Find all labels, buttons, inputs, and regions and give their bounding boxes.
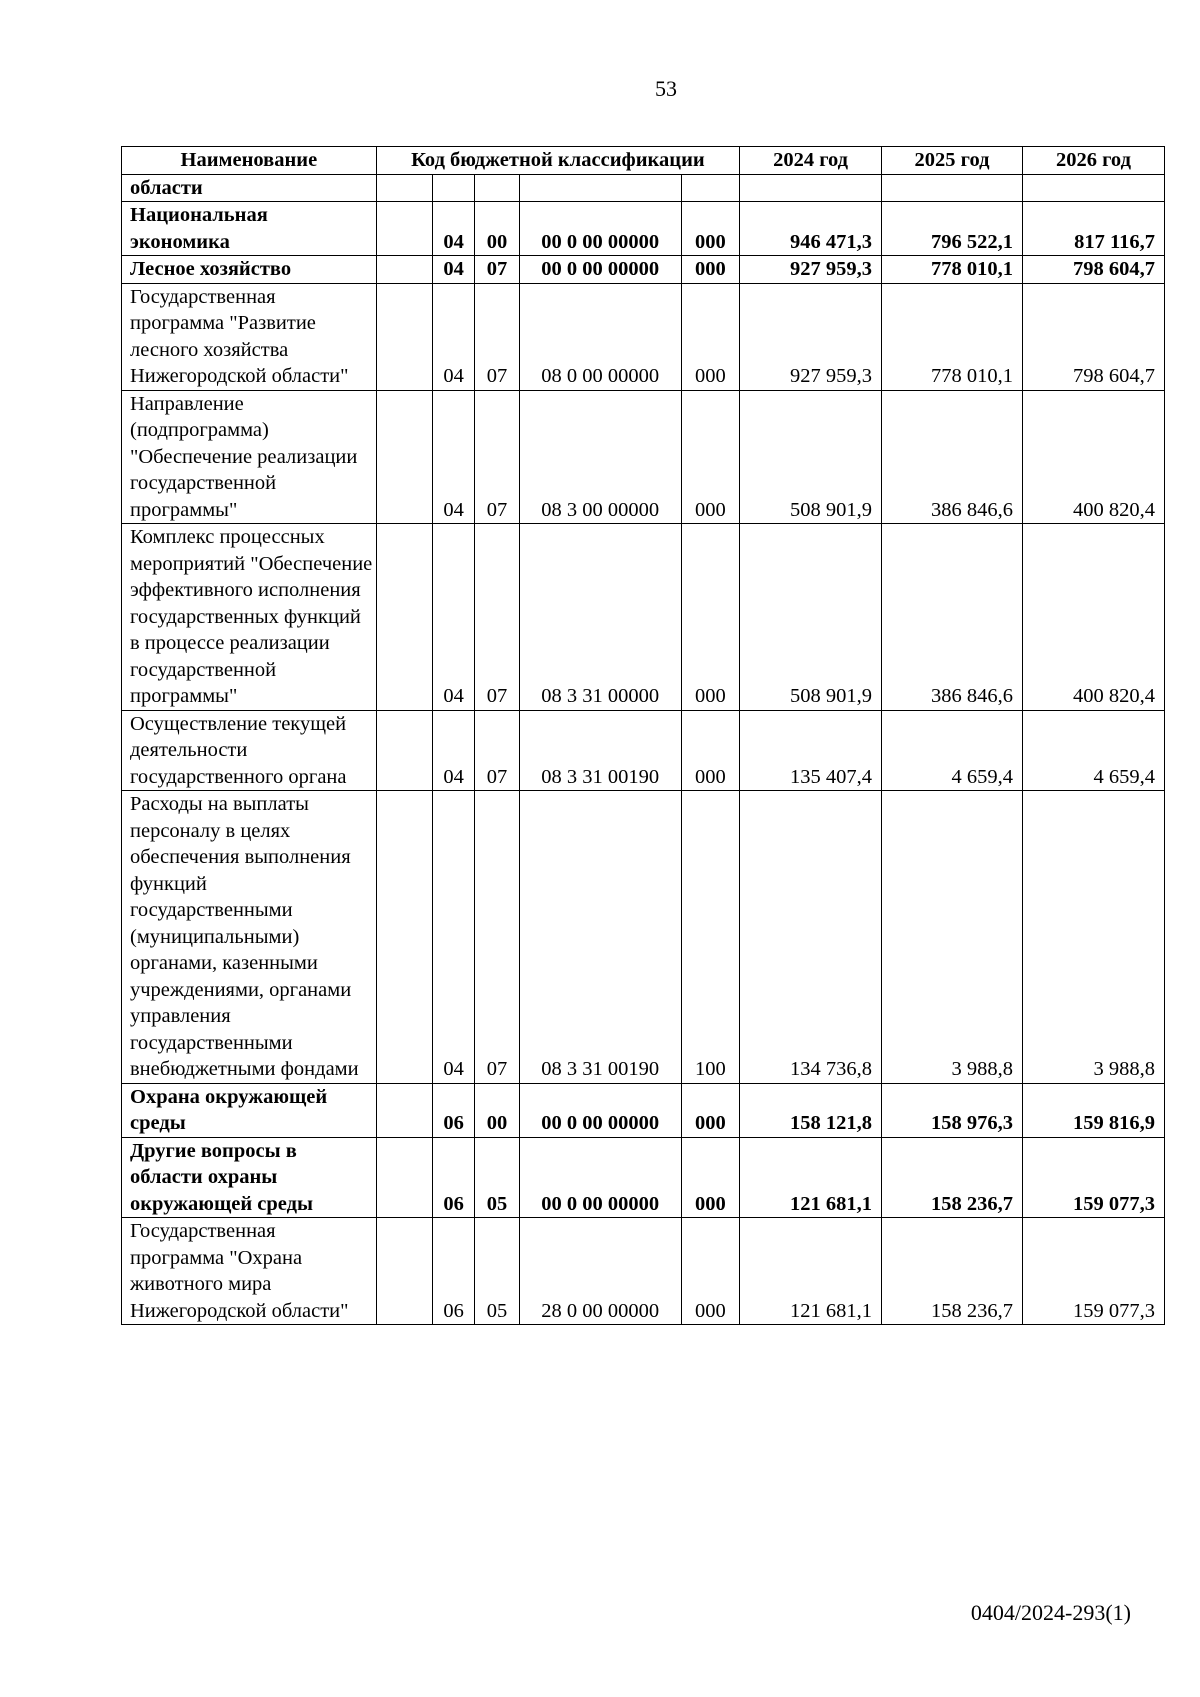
cell-target-article: 08 3 31 00190: [519, 710, 681, 791]
cell-2024: 927 959,3: [740, 283, 882, 390]
cell-expense-type: 000: [681, 1083, 739, 1137]
cell-target-article: 00 0 00 00000: [519, 1083, 681, 1137]
cell-empty: [376, 390, 432, 524]
cell-target-article: [519, 174, 681, 202]
cell-2025: 778 010,1: [882, 256, 1023, 284]
cell-2024: 134 736,8: [740, 791, 882, 1084]
cell-expense-type: [681, 174, 739, 202]
cell-empty: [376, 710, 432, 791]
table-row: [122, 256, 1165, 284]
cell-target-article: 08 0 00 00000: [519, 283, 681, 390]
table-row: [122, 390, 1165, 524]
header-name: Наименование: [122, 147, 377, 175]
cell-target-article: 28 0 00 00000: [519, 1218, 681, 1325]
cell-2026: 817 116,7: [1022, 202, 1164, 256]
cell-subsection: 00: [475, 202, 519, 256]
cell-2026: 159 077,3: [1022, 1218, 1164, 1325]
cell-target-article: 00 0 00 00000: [519, 202, 681, 256]
table-row: [122, 1137, 1165, 1218]
cell-subsection: 05: [475, 1137, 519, 1218]
cell-2025: 3 988,8: [882, 791, 1023, 1084]
cell-name: Направление (подпрограмма) "Обеспечение реализации государственной программы": [122, 390, 377, 524]
cell-2026: 798 604,7: [1022, 283, 1164, 390]
cell-subsection: 00: [475, 1083, 519, 1137]
cell-subsection: 07: [475, 791, 519, 1084]
cell-name: Государственная программа "Развитие лесного хозяйства Нижегородской области": [122, 283, 377, 390]
cell-2025: [882, 174, 1023, 202]
cell-subsection: 07: [475, 283, 519, 390]
cell-empty: [376, 1083, 432, 1137]
cell-section: 04: [433, 256, 475, 284]
cell-name: области: [122, 174, 377, 202]
table-row: [122, 202, 1165, 256]
cell-section: 06: [433, 1083, 475, 1137]
table-row: [122, 1218, 1165, 1325]
cell-empty: [376, 174, 432, 202]
cell-name: Другие вопросы в области охраны окружающей среды: [122, 1137, 377, 1218]
table-row: [122, 710, 1165, 791]
header-code: Код бюджетной классификации: [376, 147, 739, 175]
cell-2024: 158 121,8: [740, 1083, 882, 1137]
cell-section: [433, 174, 475, 202]
cell-section: 06: [433, 1137, 475, 1218]
cell-target-article: 08 3 31 00190: [519, 791, 681, 1084]
table-row: [122, 524, 1165, 711]
cell-empty: [376, 202, 432, 256]
cell-2024: 121 681,1: [740, 1137, 882, 1218]
cell-expense-type: 000: [681, 256, 739, 284]
cell-empty: [376, 524, 432, 711]
cell-name: Осуществление текущей деятельности государственного органа: [122, 710, 377, 791]
page-number: 53: [655, 76, 677, 101]
cell-expense-type: 000: [681, 390, 739, 524]
cell-section: 04: [433, 710, 475, 791]
cell-2025: 158 236,7: [882, 1218, 1023, 1325]
cell-target-article: 00 0 00 00000: [519, 1137, 681, 1218]
cell-target-article: 08 3 31 00000: [519, 524, 681, 711]
cell-name: Расходы на выплаты персоналу в целях обеспечения выполнения функций государственными (муниципальными) органами, казенными учреждениями, органами управления государственными внебюджетными фондами: [122, 791, 377, 1084]
cell-empty: [376, 791, 432, 1084]
cell-expense-type: 000: [681, 710, 739, 791]
cell-2026: 400 820,4: [1022, 524, 1164, 711]
cell-section: 06: [433, 1218, 475, 1325]
cell-2026: [1022, 174, 1164, 202]
cell-section: 04: [433, 524, 475, 711]
cell-empty: [376, 283, 432, 390]
cell-expense-type: 000: [681, 283, 739, 390]
cell-2025: 386 846,6: [882, 524, 1023, 711]
cell-expense-type: 000: [681, 1218, 739, 1325]
cell-empty: [376, 256, 432, 284]
cell-section: 04: [433, 283, 475, 390]
cell-subsection: 07: [475, 710, 519, 791]
cell-2026: 798 604,7: [1022, 256, 1164, 284]
budget-table: [121, 146, 1165, 1325]
cell-empty: [376, 1218, 432, 1325]
cell-expense-type: 000: [681, 202, 739, 256]
table-row: [122, 791, 1165, 1084]
cell-empty: [376, 1137, 432, 1218]
cell-name: Комплекс процессных мероприятий "Обеспечение эффективного исполнения государственных функций в процессе реализации государственной программы": [122, 524, 377, 711]
cell-2024: 508 901,9: [740, 390, 882, 524]
cell-target-article: 08 3 00 00000: [519, 390, 681, 524]
cell-subsection: [475, 174, 519, 202]
budget-table-container: [121, 146, 1165, 1325]
cell-2026: 159 816,9: [1022, 1083, 1164, 1137]
cell-name: Государственная программа "Охрана животного мира Нижегородской области": [122, 1218, 377, 1325]
header-2025: 2025 год: [882, 147, 1023, 175]
cell-expense-type: 000: [681, 524, 739, 711]
cell-2025: 386 846,6: [882, 390, 1023, 524]
cell-2024: 121 681,1: [740, 1218, 882, 1325]
cell-section: 04: [433, 390, 475, 524]
cell-2025: 796 522,1: [882, 202, 1023, 256]
cell-2024: 135 407,4: [740, 710, 882, 791]
cell-subsection: 07: [475, 256, 519, 284]
cell-2025: 158 236,7: [882, 1137, 1023, 1218]
cell-2024: 927 959,3: [740, 256, 882, 284]
cell-subsection: 07: [475, 524, 519, 711]
cell-subsection: 07: [475, 390, 519, 524]
cell-expense-type: 000: [681, 1137, 739, 1218]
table-row: [122, 283, 1165, 390]
cell-section: 04: [433, 791, 475, 1084]
document-code: 0404/2024-293(1): [970, 1600, 1131, 1625]
table-row: [122, 1083, 1165, 1137]
cell-2025: 158 976,3: [882, 1083, 1023, 1137]
cell-2026: 159 077,3: [1022, 1137, 1164, 1218]
cell-2025: 4 659,4: [882, 710, 1023, 791]
cell-subsection: 05: [475, 1218, 519, 1325]
header-2026: 2026 год: [1022, 147, 1164, 175]
cell-name: Лесное хозяйство: [122, 256, 377, 284]
cell-2024: 508 901,9: [740, 524, 882, 711]
cell-2024: 946 471,3: [740, 202, 882, 256]
cell-2024: [740, 174, 882, 202]
header-2024: 2024 год: [740, 147, 882, 175]
cell-expense-type: 100: [681, 791, 739, 1084]
table-header-row: [122, 147, 1165, 175]
cell-name: Охрана окружающей среды: [122, 1083, 377, 1137]
cell-target-article: 00 0 00 00000: [519, 256, 681, 284]
cell-2026: 400 820,4: [1022, 390, 1164, 524]
table-row: [122, 174, 1165, 202]
cell-2026: 3 988,8: [1022, 791, 1164, 1084]
cell-section: 04: [433, 202, 475, 256]
cell-name: Национальная экономика: [122, 202, 377, 256]
cell-2025: 778 010,1: [882, 283, 1023, 390]
cell-2026: 4 659,4: [1022, 710, 1164, 791]
